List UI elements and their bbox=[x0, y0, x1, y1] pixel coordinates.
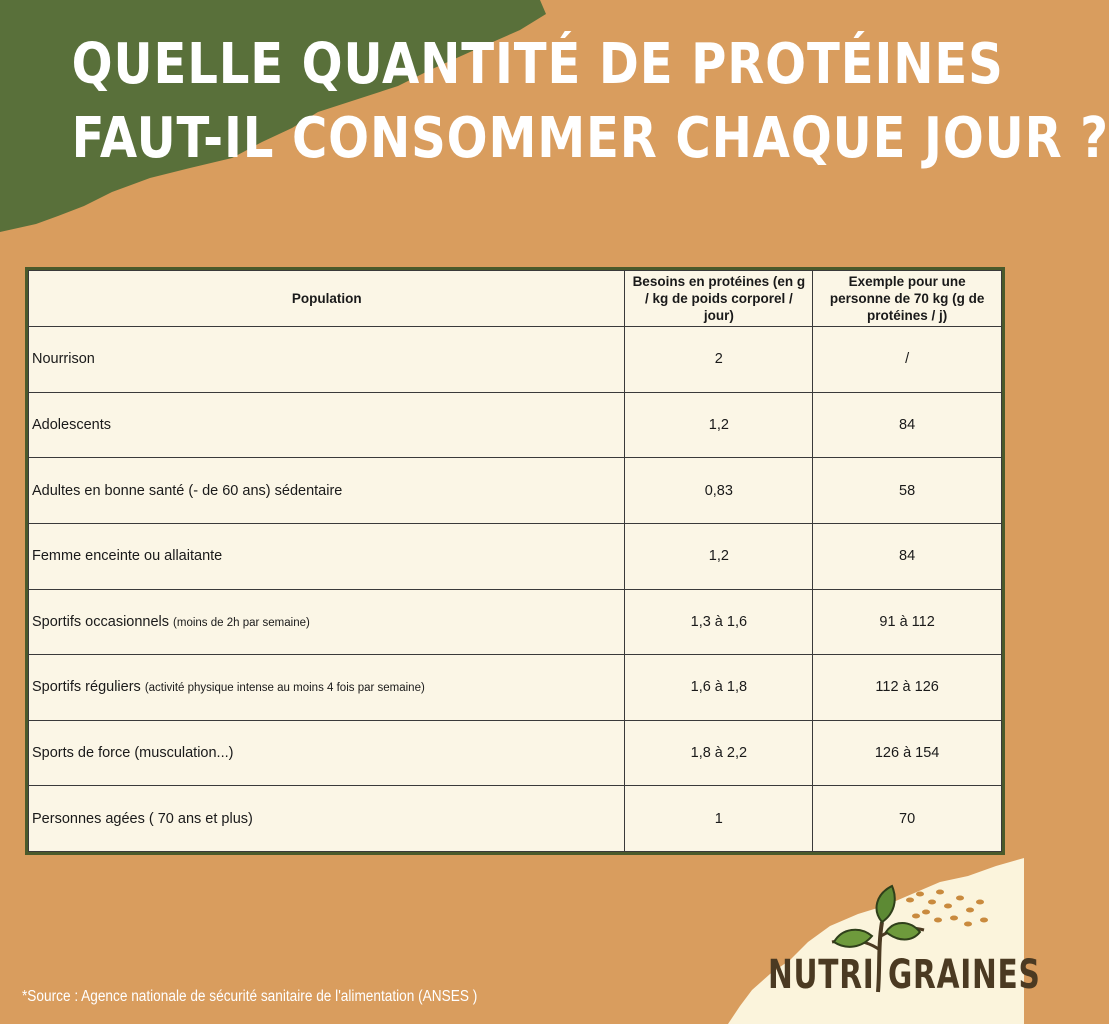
title-line-1: QUELLE QUANTITÉ DE PROTÉINES bbox=[71, 32, 1004, 97]
logo-text-graines: GRAINES bbox=[888, 952, 1041, 998]
cell-population bbox=[29, 655, 625, 721]
population-note: (moins de 2h par semaine) bbox=[173, 616, 310, 629]
header-exemple: Exemple pour une personne de 70 kg (g de protéines / j) bbox=[813, 271, 1002, 327]
source-footnote: *Source : Agence nationale de sécurité sanitaire de l'alimentation (ANSES ) bbox=[22, 988, 478, 1005]
page-title bbox=[71, 28, 1109, 176]
cell-exemple: 126 à 154 bbox=[813, 720, 1002, 786]
cell-besoin: 1,2 bbox=[625, 392, 813, 458]
population-label: Sportifs réguliers bbox=[32, 679, 141, 696]
cell-exemple: / bbox=[813, 327, 1002, 393]
protein-table bbox=[28, 270, 1002, 852]
table-header-row bbox=[29, 271, 1002, 327]
cell-besoin: 0,83 bbox=[625, 458, 813, 524]
cell-besoin: 1 bbox=[625, 786, 813, 852]
population-label: Sports de force (musculation...) bbox=[32, 745, 234, 762]
cell-population bbox=[29, 458, 625, 524]
cell-population bbox=[29, 720, 625, 786]
cell-exemple: 70 bbox=[813, 786, 1002, 852]
cell-exemple: 84 bbox=[813, 523, 1002, 589]
nutri-graines-logo bbox=[760, 880, 1041, 1010]
cell-population bbox=[29, 786, 625, 852]
cell-besoin: 1,8 à 2,2 bbox=[625, 720, 813, 786]
table-row bbox=[29, 589, 1002, 655]
table-row bbox=[29, 786, 1002, 852]
header-population: Population bbox=[29, 271, 625, 327]
table-row bbox=[29, 720, 1002, 786]
cell-besoin: 2 bbox=[625, 327, 813, 393]
cell-besoin: 1,3 à 1,6 bbox=[625, 589, 813, 655]
population-label: Femme enceinte ou allaitante bbox=[32, 548, 223, 565]
cell-population bbox=[29, 327, 625, 393]
table-row bbox=[29, 458, 1002, 524]
population-label: Adolescents bbox=[32, 416, 111, 433]
population-note: (activité physique intense au moins 4 fois par semaine) bbox=[144, 682, 425, 695]
population-label: Sportifs occasionnels bbox=[32, 613, 170, 630]
table-row bbox=[29, 327, 1002, 393]
cell-besoin: 1,2 bbox=[625, 523, 813, 589]
table-row bbox=[29, 655, 1002, 721]
cell-population bbox=[29, 589, 625, 655]
protein-table-container bbox=[25, 267, 1005, 855]
cell-population bbox=[29, 392, 625, 458]
table-row bbox=[29, 523, 1002, 589]
population-label: Nourrison bbox=[32, 351, 95, 368]
cell-exemple: 91 à 112 bbox=[813, 589, 1002, 655]
title-line-2: FAUT-IL CONSOMMER CHAQUE JOUR ? bbox=[71, 106, 1109, 171]
logo-text-nutri: NUTRI bbox=[768, 952, 875, 998]
population-label: Personnes agées ( 70 ans et plus) bbox=[32, 810, 253, 827]
cell-exemple: 58 bbox=[813, 458, 1002, 524]
header-besoins: Besoins en protéines (en g / kg de poids corporel / jour) bbox=[625, 271, 813, 327]
population-label: Adultes en bonne santé (- de 60 ans) sédentaire bbox=[32, 482, 343, 499]
cell-besoin: 1,6 à 1,8 bbox=[625, 655, 813, 721]
cell-exemple: 112 à 126 bbox=[813, 655, 1002, 721]
cell-exemple: 84 bbox=[813, 392, 1002, 458]
cell-population bbox=[29, 523, 625, 589]
table-row bbox=[29, 392, 1002, 458]
